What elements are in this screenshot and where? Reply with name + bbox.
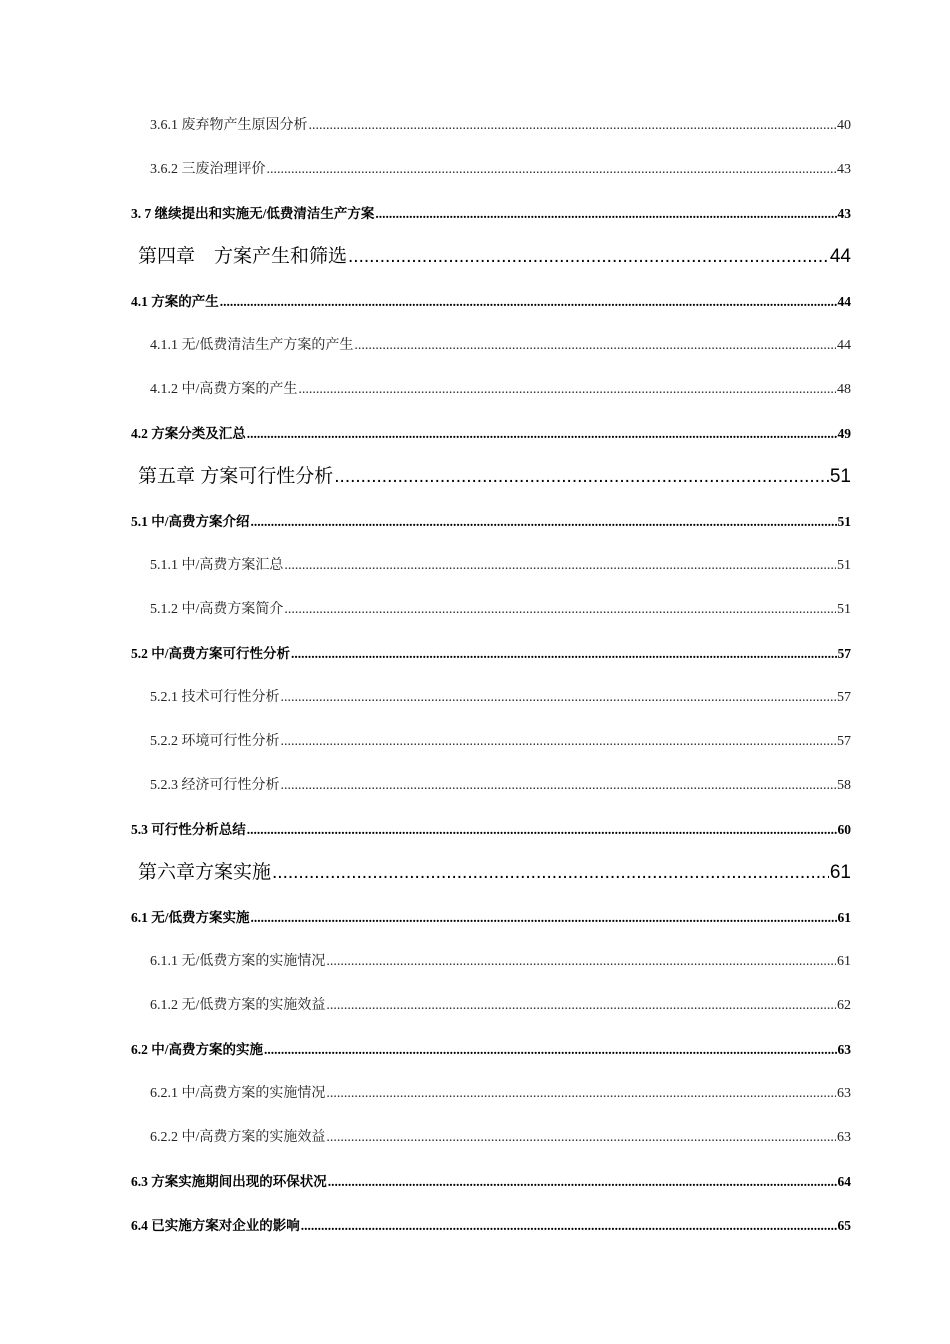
toc-subsection-entry[interactable] bbox=[150, 598, 851, 618]
toc-subsection-entry[interactable] bbox=[150, 686, 851, 706]
toc-dot-leader bbox=[247, 426, 837, 442]
toc-subsection-entry[interactable] bbox=[150, 774, 851, 794]
toc-entry-title: 5.3 可行性分析总结 bbox=[131, 822, 246, 837]
toc-entry-title: 6.3 方案实施期间出现的环保状况 bbox=[131, 1174, 327, 1189]
toc-section-entry[interactable] bbox=[131, 906, 851, 926]
toc-section-entry[interactable] bbox=[131, 202, 851, 222]
toc-subsection-entry[interactable] bbox=[150, 1126, 851, 1146]
toc-dot-leader bbox=[272, 862, 829, 884]
toc-subsection-entry[interactable] bbox=[150, 114, 851, 134]
toc-entry-title: 5.2.3 经济可行性分析 bbox=[150, 778, 280, 793]
toc-dot-leader bbox=[326, 1086, 836, 1102]
toc-dot-leader bbox=[284, 602, 836, 618]
toc-section-entry[interactable] bbox=[131, 642, 851, 662]
toc-entry-title: 6.1 无/低费方案实施 bbox=[131, 910, 250, 925]
toc-dot-leader bbox=[309, 118, 837, 134]
toc-dot-leader bbox=[298, 382, 836, 398]
toc-page-number: 48 bbox=[837, 382, 851, 397]
toc-page-number: 57 bbox=[837, 690, 851, 705]
toc-subsection-entry[interactable] bbox=[150, 554, 851, 574]
toc-dot-leader bbox=[326, 998, 836, 1014]
toc-dot-leader bbox=[267, 162, 837, 178]
toc-dot-leader bbox=[281, 690, 837, 706]
toc-dot-leader bbox=[281, 778, 837, 794]
toc-entry-title: 4.2 方案分类及汇总 bbox=[131, 426, 246, 441]
toc-section-entry[interactable] bbox=[131, 1214, 851, 1234]
toc-page-number: 51 bbox=[829, 466, 851, 487]
toc-entry-title: 4.1.2 中/高费方案的产生 bbox=[150, 382, 298, 397]
toc-page-number: 44 bbox=[829, 246, 851, 267]
toc-chapter-entry[interactable] bbox=[138, 857, 851, 884]
toc-entry-title: 5.2.1 技术可行性分析 bbox=[150, 690, 280, 705]
toc-page-number: 57 bbox=[837, 646, 851, 661]
toc-entry-title: 6.2.1 中/高费方案的实施情况 bbox=[150, 1086, 326, 1101]
toc-entry-title: 6.4 已实施方案对企业的影响 bbox=[131, 1218, 300, 1233]
toc-entry-title: 5.1.2 中/高费方案简介 bbox=[150, 602, 284, 617]
toc-dot-leader bbox=[264, 1042, 836, 1058]
toc-subsection-entry[interactable] bbox=[150, 334, 851, 354]
toc-entry-title: 第五章 方案可行性分析 bbox=[138, 466, 334, 487]
toc-section-entry[interactable] bbox=[131, 422, 851, 442]
toc-page-number: 60 bbox=[837, 822, 851, 837]
toc-dot-leader bbox=[326, 954, 836, 970]
toc-page-number: 65 bbox=[837, 1218, 851, 1233]
toc-subsection-entry[interactable] bbox=[150, 1082, 851, 1102]
toc-entry-title: 4.1.1 无/低费清洁生产方案的产生 bbox=[150, 338, 354, 353]
toc-entry-title: 3.6.1 废弃物产生原因分析 bbox=[150, 118, 308, 133]
toc-entry-title: 6.2 中/高费方案的实施 bbox=[131, 1042, 264, 1057]
toc-dot-leader bbox=[291, 646, 836, 662]
toc-subsection-entry[interactable] bbox=[150, 730, 851, 750]
toc-dot-leader bbox=[375, 206, 836, 222]
toc-page-number: 61 bbox=[837, 954, 851, 969]
toc-section-entry[interactable] bbox=[131, 1170, 851, 1190]
toc-page-number: 49 bbox=[837, 426, 851, 441]
toc-section-entry[interactable] bbox=[131, 818, 851, 838]
toc-page-number: 44 bbox=[837, 338, 851, 353]
toc-page-number: 61 bbox=[829, 862, 851, 883]
toc-chapter-entry[interactable] bbox=[138, 461, 851, 488]
toc-page-number: 51 bbox=[837, 602, 851, 617]
toc-entry-title: 5.2.2 环境可行性分析 bbox=[150, 734, 280, 749]
toc-dot-leader bbox=[281, 734, 837, 750]
toc-section-entry[interactable] bbox=[131, 510, 851, 530]
toc-entry-title: 第四章 方案产生和筛选 bbox=[138, 246, 348, 267]
toc-dot-leader bbox=[284, 558, 836, 574]
toc-entry-title: 6.2.2 中/高费方案的实施效益 bbox=[150, 1130, 326, 1145]
toc-entry-title: 4.1 方案的产生 bbox=[131, 294, 219, 309]
toc-dot-leader bbox=[328, 1174, 837, 1190]
toc-entry-title: 第六章方案实施 bbox=[138, 862, 272, 883]
toc-page-number: 44 bbox=[837, 294, 851, 309]
toc-subsection-entry[interactable] bbox=[150, 378, 851, 398]
toc-dot-leader bbox=[354, 338, 836, 354]
toc-chapter-entry[interactable] bbox=[138, 241, 851, 268]
toc-dot-leader bbox=[251, 910, 837, 926]
toc-subsection-entry[interactable] bbox=[150, 950, 851, 970]
toc-subsection-entry[interactable] bbox=[150, 994, 851, 1014]
toc-entry-title: 3. 7 继续提出和实施无/低费清洁生产方案 bbox=[131, 206, 375, 221]
toc-dot-leader bbox=[220, 294, 837, 310]
toc-entry-title: 5.1.1 中/高费方案汇总 bbox=[150, 558, 284, 573]
toc-entry-title: 3.6.2 三废治理评价 bbox=[150, 162, 266, 177]
toc-page-number: 63 bbox=[837, 1042, 851, 1057]
toc-page-number: 57 bbox=[837, 734, 851, 749]
toc-page-number: 51 bbox=[837, 514, 851, 529]
toc-page-number: 43 bbox=[837, 206, 851, 221]
toc-subsection-entry[interactable] bbox=[150, 158, 851, 178]
toc-page-number: 63 bbox=[837, 1130, 851, 1145]
toc-dot-leader bbox=[348, 246, 829, 268]
toc-entry-title: 6.1.2 无/低费方案的实施效益 bbox=[150, 998, 326, 1013]
toc-dot-leader bbox=[251, 514, 837, 530]
toc-page-number: 43 bbox=[837, 162, 851, 177]
toc-section-entry[interactable] bbox=[131, 1038, 851, 1058]
toc-page-number: 40 bbox=[837, 118, 851, 133]
toc-page-number: 61 bbox=[837, 910, 851, 925]
toc-page-number: 58 bbox=[837, 778, 851, 793]
toc-page-number: 51 bbox=[837, 558, 851, 573]
toc-page-number: 62 bbox=[837, 998, 851, 1013]
toc-page-number: 63 bbox=[837, 1086, 851, 1101]
toc-entry-title: 5.2 中/高费方案可行性分析 bbox=[131, 646, 291, 661]
toc-dot-leader bbox=[334, 466, 829, 488]
toc-entry-title: 5.1 中/高费方案介绍 bbox=[131, 514, 250, 529]
toc-page-number: 64 bbox=[837, 1174, 851, 1189]
toc-section-entry[interactable] bbox=[131, 290, 851, 310]
toc-dot-leader bbox=[326, 1130, 836, 1146]
toc-dot-leader bbox=[247, 822, 837, 838]
toc-dot-leader bbox=[301, 1218, 837, 1234]
toc-entry-title: 6.1.1 无/低费方案的实施情况 bbox=[150, 954, 326, 969]
